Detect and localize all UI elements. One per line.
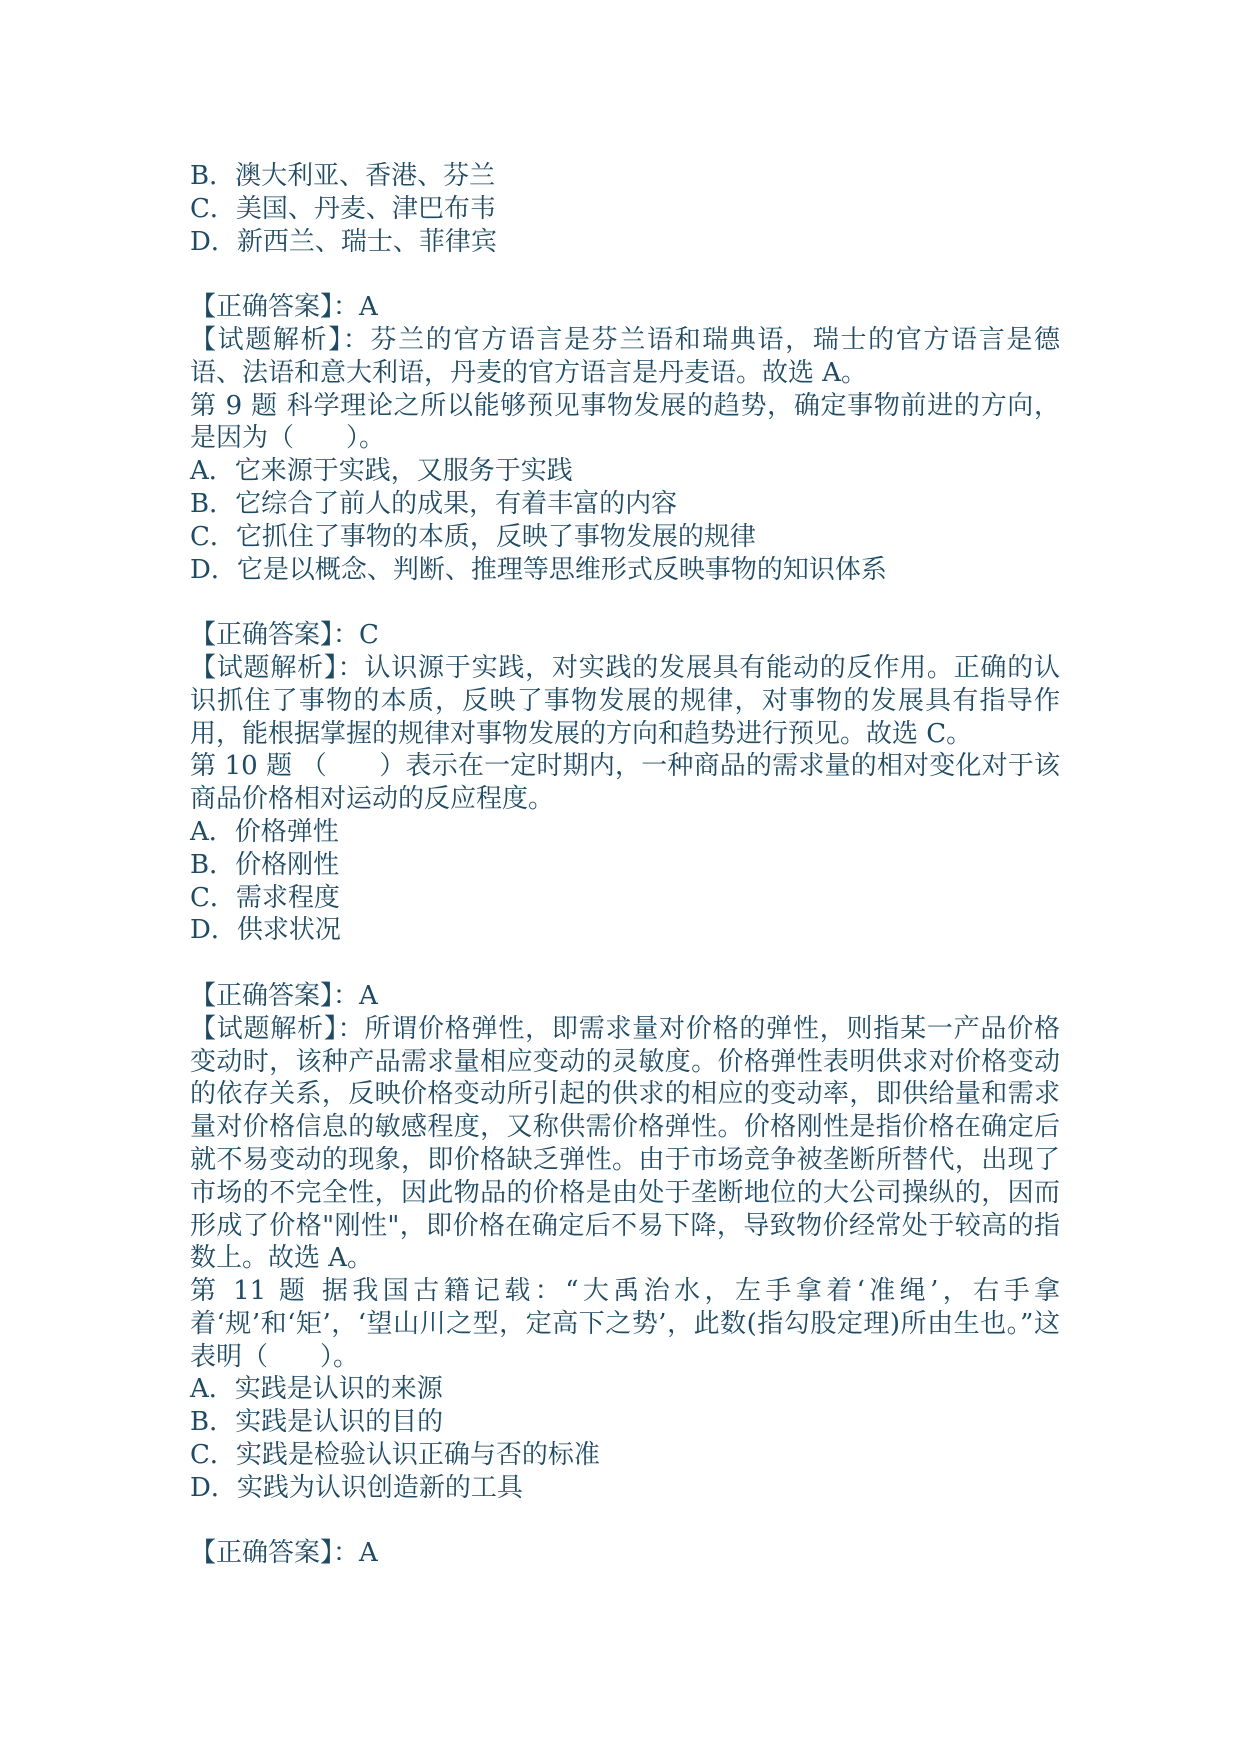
q9-option-b: B．它综合了前人的成果，有着丰富的内容 xyxy=(190,488,678,519)
q9-option-a: A．它来源于实践，又服务于实践 xyxy=(190,456,573,487)
q9-option-d: D．它是以概念、判断、推理等思维形式反映事物的知识体系 xyxy=(190,554,887,585)
q9-option-c: C．它抓住了事物的本质，反映了事物发展的规律 xyxy=(190,521,756,552)
q8-option-b: B．澳大利亚、香港、芬兰 xyxy=(190,161,496,191)
document-page xyxy=(190,160,1060,1570)
q11-stem: 第 11 题 据我国古籍记载：“大禹治水，左手拿着‘准绳’，右手拿着‘规’和‘矩’，‘望山川之型，定高下之势’，此数(指勾股定理)所由生也。”这表明（ ）。 xyxy=(190,1276,1060,1372)
q11-answer: 【正确答案】：A xyxy=(190,1538,378,1569)
q11-option-a: A．实践是认识的来源 xyxy=(190,1374,443,1405)
q9-stem: 第 9 题 科学理论之所以能够预见事物发展的趋势，确定事物前进的方向，是因为（ ）。 xyxy=(190,390,1060,454)
spacer xyxy=(190,586,1060,619)
q9-analysis: 【试题解析】：认识源于实践，对实践的发展具有能动的反作用。正确的认识抓住了事物的本质，反映了事物发展的规律，对事物的发展具有指导作用，能根据掌握的规律对事物发展的方向和趋势进行预见。故选 C。 xyxy=(190,652,1060,749)
q8-analysis: 【试题解析】：芬兰的官方语言是芬兰语和瑞典语，瑞士的官方语言是德语、法语和意大利语，丹麦的官方语言是丹麦语。故选 A。 xyxy=(190,324,1060,388)
q10-analysis: 【试题解析】：所谓价格弹性，即需求量对价格的弹性，则指某一产品价格变动时，该种产品需求量相应变动的灵敏度。价格弹性表明供求对价格变动的依存关系，反映价格变动所引起的供求的相应的变动率，即供给量和需求量对价格信息的敏感程度，又称供需价格弹性。价格刚性是指价格在确定后就不易变动的现象，即价格缺乏弹性。由于市场竞争被垄断所替代，出现了市场的不完全性，因此物品的价格是由处于垄断地位的大公司操纵的，因而形成了价格"刚性"，即价格在确定后不易下降，导致物价经常处于较高的指数上。故选 A。 xyxy=(190,1013,1060,1274)
q11-option-b: B．实践是认识的目的 xyxy=(190,1407,444,1438)
q10-answer: 【正确答案】：A xyxy=(190,980,378,1011)
spacer xyxy=(190,258,1060,291)
q10-stem: 第 10 题 （ ）表示在一定时期内，一种商品的需求量的相对变化对于该商品价格相对运动的反应程度。 xyxy=(190,751,1060,815)
q10-option-c: C．需求程度 xyxy=(190,882,340,913)
q10-option-a: A．价格弹性 xyxy=(190,816,339,847)
q10-option-b: B．价格刚性 xyxy=(190,849,340,880)
q10-option-d: D．供求状况 xyxy=(190,915,341,946)
spacer xyxy=(190,1505,1060,1538)
q11-option-d: D．实践为认识创造新的工具 xyxy=(190,1472,523,1503)
q11-option-c: C．实践是检验认识正确与否的标准 xyxy=(190,1440,600,1471)
q8-answer: 【正确答案】：A xyxy=(190,292,378,323)
q8-option-d: D．新西兰、瑞士、菲律宾 xyxy=(190,226,497,257)
q8-option-c: C．美国、丹麦、津巴布韦 xyxy=(190,193,496,224)
spacer xyxy=(190,947,1060,980)
q9-answer: 【正确答案】：C xyxy=(190,620,379,651)
